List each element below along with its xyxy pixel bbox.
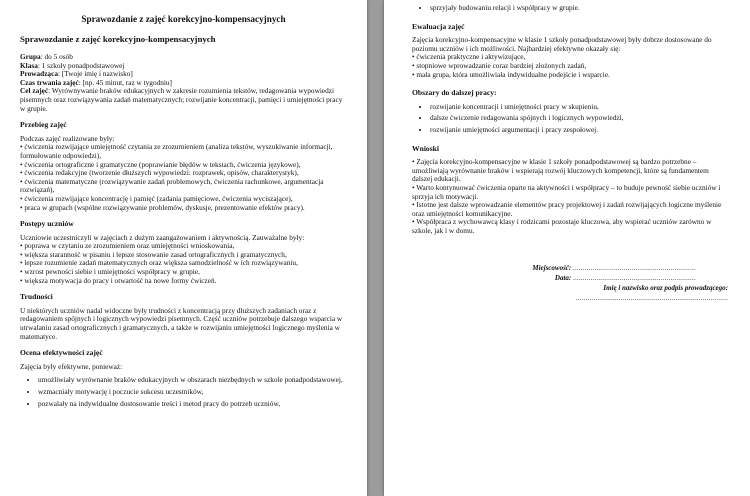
meta-label: Cel zajęć <box>20 86 49 96</box>
document-page-2 <box>384 0 750 496</box>
meta-value: : [np. 45 minut, raz w tygodniu] <box>78 77 172 87</box>
list-item: • poprawa w czytaniu ze zrozumieniem oraz umiejętności wnioskowania, <box>20 241 235 251</box>
meta-block <box>20 53 347 113</box>
section-heading-ocena: Ocena efektywności zajęć <box>20 348 103 358</box>
obszary-list <box>412 103 728 135</box>
list-item: • umożliwiały wyrównanie braków edukacyjnych w obszarach niezbędnych w szkole ponadpodstawowej, <box>38 376 347 385</box>
trudnosci-text: U niektórych uczniów nadal widoczne były trudności z koncentracją przy dłuższych zadaniach oraz z redagowaniem spójnych i logicznych wypowiedzi pisemnych. Część uczniów potrzebuje dalszego wsparcia w utrwalaniu zasad ortograficznych i gramatycznych, a także w rozwijaniu umiejętności logicznego myślenia w matematyce. <box>20 305 343 341</box>
document-page-1 <box>0 0 367 496</box>
date-field: ............................................................... <box>573 274 696 283</box>
meta-value: : do 5 osób <box>40 52 73 61</box>
list-item: • większa motywacja do pracy i otwartość na nowe formy ćwiczeń. <box>20 275 217 285</box>
section-heading-ewaluacja: Ewaluacja zajęć <box>412 21 465 31</box>
list-item: • mała grupa, która umożliwiała indywidualne podejście i wsparcie. <box>412 69 610 79</box>
list-item: • ćwiczenia ortograficzne i gramatyczne (poprawianie błędów w tekstach, ćwiczenia językowe), <box>20 159 301 169</box>
list-item: • Istotne jest dalsze wprowadzanie elementów pracy projektowej i zadań rozwijających logiczne myślenie oraz umiejętności komunikacyjne. <box>412 200 722 218</box>
wnioski-list <box>412 158 728 235</box>
section-heading-wnioski: Wnioski <box>412 143 440 153</box>
list-item: • sprzyjały budowaniu relacji i współpracy w grupie. <box>430 4 728 13</box>
list-item: • wzrost pewności siebie i umiejętności współpracy w grupie, <box>20 267 200 277</box>
section-heading-postepy: Postępy uczniów <box>20 219 74 229</box>
ocena-list <box>20 376 347 408</box>
meta-label: Czas trwania zajęć <box>20 77 79 87</box>
place-label: Miejscowość: <box>532 264 572 273</box>
place-field: ............................................................... <box>573 264 696 273</box>
list-item: • ćwiczenia redakcyjne (tworzenie dłuższych wypowiedzi: rozprawek, opisów, charakterystyk), <box>20 168 299 178</box>
postepy-list <box>20 242 347 285</box>
list-item: • Współpraca z wychowawcą klasy i rodzicami pozostaje kluczowa, aby wspierać uczniów zarówno w szkole, jak i w domu. <box>412 217 712 235</box>
ocena-intro: Zajęcia były efektywne, ponieważ: <box>20 361 123 371</box>
list-item: • praca w grupach (wspólne rozwiązywanie problemów, dyskusje, prezentowanie efektów pracy). <box>20 202 305 212</box>
list-item: • ćwiczenia praktyczne i aktywizujące, <box>412 52 526 62</box>
name-label: Imię i nazwisko oraz podpis prowadzącego: <box>603 284 728 293</box>
przebieg-intro: Podczas zajęć realizowane były: <box>20 133 115 143</box>
list-item: • lepsze rozumienie zadań matematycznych oraz większa samodzielność w ich rozwiązywaniu, <box>20 258 298 268</box>
meta-value: : 1 szkoły ponadpodstawowej <box>37 60 125 70</box>
list-item: • Zajęcia korekcyjno-kompensacyjne w klasie 1 szkoły ponadpodstawowej są bardzo potrzebne – umożliwiają wyrównanie braków i wspierają rozwój kluczowych kompetencji, które są fundamentem dalszej edukacji. <box>412 157 709 184</box>
meta-value: : [Twoje imię i nazwisko] <box>57 69 133 79</box>
list-item: • większa staranność w pisaniu i lepsze stosowanie zasad ortograficznych i gramatycznych, <box>20 249 287 259</box>
document-title: Sprawozdanie z zajęć korekcyjno-kompensacyjnych <box>81 14 286 24</box>
document-subtitle: Sprawozdanie z zajęć korekcyjno-kompensacyjnych <box>20 34 216 44</box>
ewaluacja-intro: Zajęcia korekcyjno-kompensacyjne w klasie 1 szkoły ponadpodstawowej były dobrze dostosowane do poziomu uczniów i ich możliwości. Najbardziej efektywne okazały się: <box>412 35 712 53</box>
list-item: • Warto kontynuować ćwiczenia oparte na aktywności i współpracy – to buduje pewność siebie uczniów i sprzyja ich motywacji. <box>412 182 721 201</box>
ewaluacja-list <box>412 53 728 79</box>
list-item: • dalsze ćwiczenie redagowania spójnych i logicznych wypowiedzi, <box>430 114 728 123</box>
list-item: • ćwiczenia matematyczne (rozwiązywanie zadań problemowych, ćwiczenia rachunkowe, argumentacja rozwiązań), <box>20 176 324 195</box>
list-item: • pozwalały na indywidualne dostosowanie treści i metod pracy do potrzeb uczniów, <box>38 400 347 409</box>
list-item: • stopniowe wprowadzanie coraz bardziej złożonych zadań, <box>412 60 587 70</box>
section-heading-przebieg: Przebieg zajęć <box>20 120 67 130</box>
postepy-intro: Uczniowie uczestniczyli w zajęciach z dużym zaangażowaniem i aktywnością. Zauważalne były: <box>20 232 305 242</box>
section-heading-obszary: Obszary do dalszej pracy: <box>412 88 497 98</box>
ocena-list-continued <box>412 4 728 13</box>
przebieg-list <box>20 143 347 212</box>
signature-name-line <box>412 293 728 303</box>
signature-place <box>412 263 728 273</box>
signature-date <box>412 273 728 283</box>
list-item: • wzmacniały motywację i poczucie sukcesu uczestników, <box>38 388 347 397</box>
list-item: • ćwiczenia rozwijające umiejętność czytania ze zrozumieniem (analiza tekstów, wyszukiwanie informacji, formułowanie odpowiedzi), <box>20 142 333 160</box>
meta-goal <box>20 87 347 113</box>
meta-value: : Wyrównywanie braków edukacyjnych w zakresie rozumienia tekstów, redagowania wypowiedzi pisemnych oraz rozwiązywania zadań matematycznych; rozwijanie koncentracji, pamięci i umiejętności pracy w grupie. <box>20 86 343 113</box>
section-heading-trudnosci: Trudności <box>20 292 53 302</box>
meta-label: Klasa <box>20 60 38 70</box>
date-label: Data: <box>554 274 572 283</box>
signature-block <box>412 263 728 303</box>
list-item: • ćwiczenia rozwijające koncentrację i pamięć (zadania pamięciowe, ćwiczenia wyciszające), <box>20 193 293 203</box>
meta-label: Prowadząca <box>20 69 58 79</box>
signature-name <box>412 283 728 293</box>
list-item: • rozwijanie umiejętności argumentacji i pracy zespołowej. <box>430 126 728 135</box>
list-item: • rozwijanie koncentracji i umiejętności pracy w skupieniu, <box>430 103 728 112</box>
meta-label: Grupa <box>20 52 41 61</box>
name-field: .............................................................................. <box>575 294 728 303</box>
